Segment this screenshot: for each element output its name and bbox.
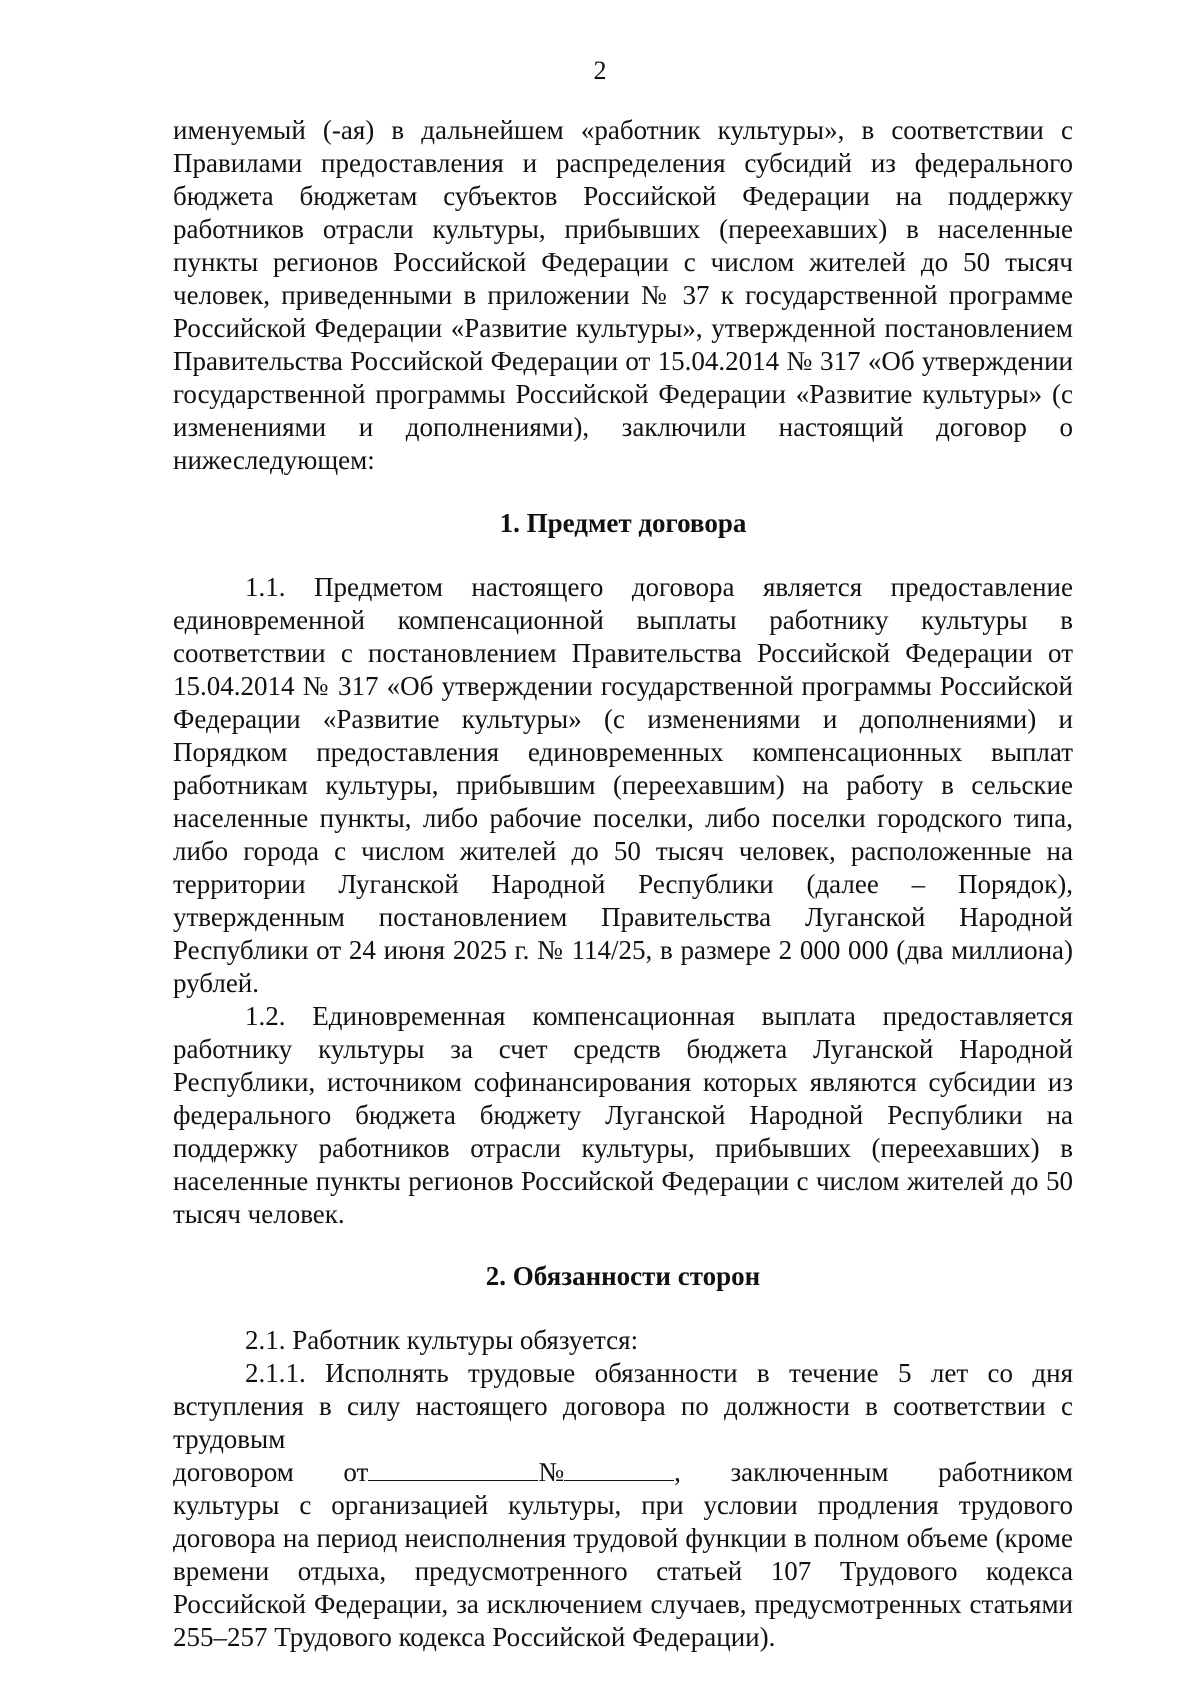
contract-date-group: [343, 1456, 680, 1489]
paragraph-1-1: 1.1. Предметом настоящего договора является предоставление единовременной компенсационной выплаты работнику культуры в соответствии с постановлением Правительства Российской Федерации от 15.04.2014 № 317 «Об утверждении государственной программы Российской Федерации «Развитие культуры» (с изменениями и дополнениями) и Порядком предоставления единовременных компенсационных выплат работникам культуры, прибывшим (переехавшим) на работу в сельские населенные пункты, либо рабочие поселки, либо поселки городского типа, либо города с числом жителей до 50 тысяч человек, расположенные на территории Луганской Народной Республики (далее – Порядок), утвержденным постановлением Правительства Луганской Народной Республики от 24 июня 2025 г. № 114/25, в размере 2 000 000 (два миллиона) рублей.: [173, 572, 1073, 998]
document-body: [173, 114, 1073, 1654]
contract-number-blank[interactable]: [564, 1456, 674, 1481]
worker-word: работником: [938, 1457, 1073, 1487]
section-2-title: 2. Обязанности сторон: [485, 1261, 761, 1291]
section-1-title: 1. Предмет договора: [499, 508, 747, 538]
paragraph-2-1: 2.1. Работник культуры обязуется:: [245, 1325, 639, 1355]
paragraph-2-1-1-start: 2.1.1. Исполнять трудовые обязанности в течение 5 лет со дня вступления в силу настоящего договора по должности в соответствии с трудовым: [173, 1358, 1073, 1454]
intro-paragraph: именуемый (-ая) в дальнейшем «работник культуры», в соответствии с Правилами предоставления и распределения субсидий из федерального бюджета бюджетам субъектов Российской Федерации на поддержку работников отрасли культуры, прибывших (переехавших) в населенные пункты регионов Российской Федерации с числом жителей до 50 тысяч человек, приведенными в приложении № 37 к государственной программе Российской Федерации «Развитие культуры», утвержденной постановлением Правительства Российской Федерации от 15.04.2014 № 317 «Об утверждении государственной программы Российской Федерации «Развитие культуры» (с изменениями и дополнениями), заключили настоящий договор о нижеследующем:: [173, 115, 1073, 475]
page-number: 2: [593, 56, 607, 85]
contract-word: договором: [173, 1457, 294, 1487]
paragraph-2-1-1-end: культуры с организацией культуры, при условии продления трудового договора на период неисполнения трудовой функции в полном объеме (кроме времени отдыха, предусмотренного статьей 107 Трудового кодекса Российской Федерации, за исключением случаев, предусмотренных статьями 255–257 Трудового кодекса Российской Федерации).: [173, 1490, 1073, 1652]
contract-fill-line: [173, 1456, 1073, 1489]
concluded-word: заключенным: [730, 1457, 889, 1487]
paragraph-1-2: 1.2. Единовременная компенсационная выплата предоставляется работнику культуры за счет средств бюджета Луганской Народной Республики, источником софинансирования которых являются субсидии из федерального бюджета бюджету Луганской Народной Республики на поддержку работников отрасли культуры, прибывших (переехавших) в населенные пункты регионов Российской Федерации с числом жителей до 50 тысяч человек.: [173, 1001, 1073, 1229]
number-sign: №: [538, 1457, 565, 1487]
from-word: от: [343, 1457, 369, 1487]
comma: ,: [674, 1457, 681, 1487]
contract-date-blank[interactable]: [368, 1456, 538, 1481]
